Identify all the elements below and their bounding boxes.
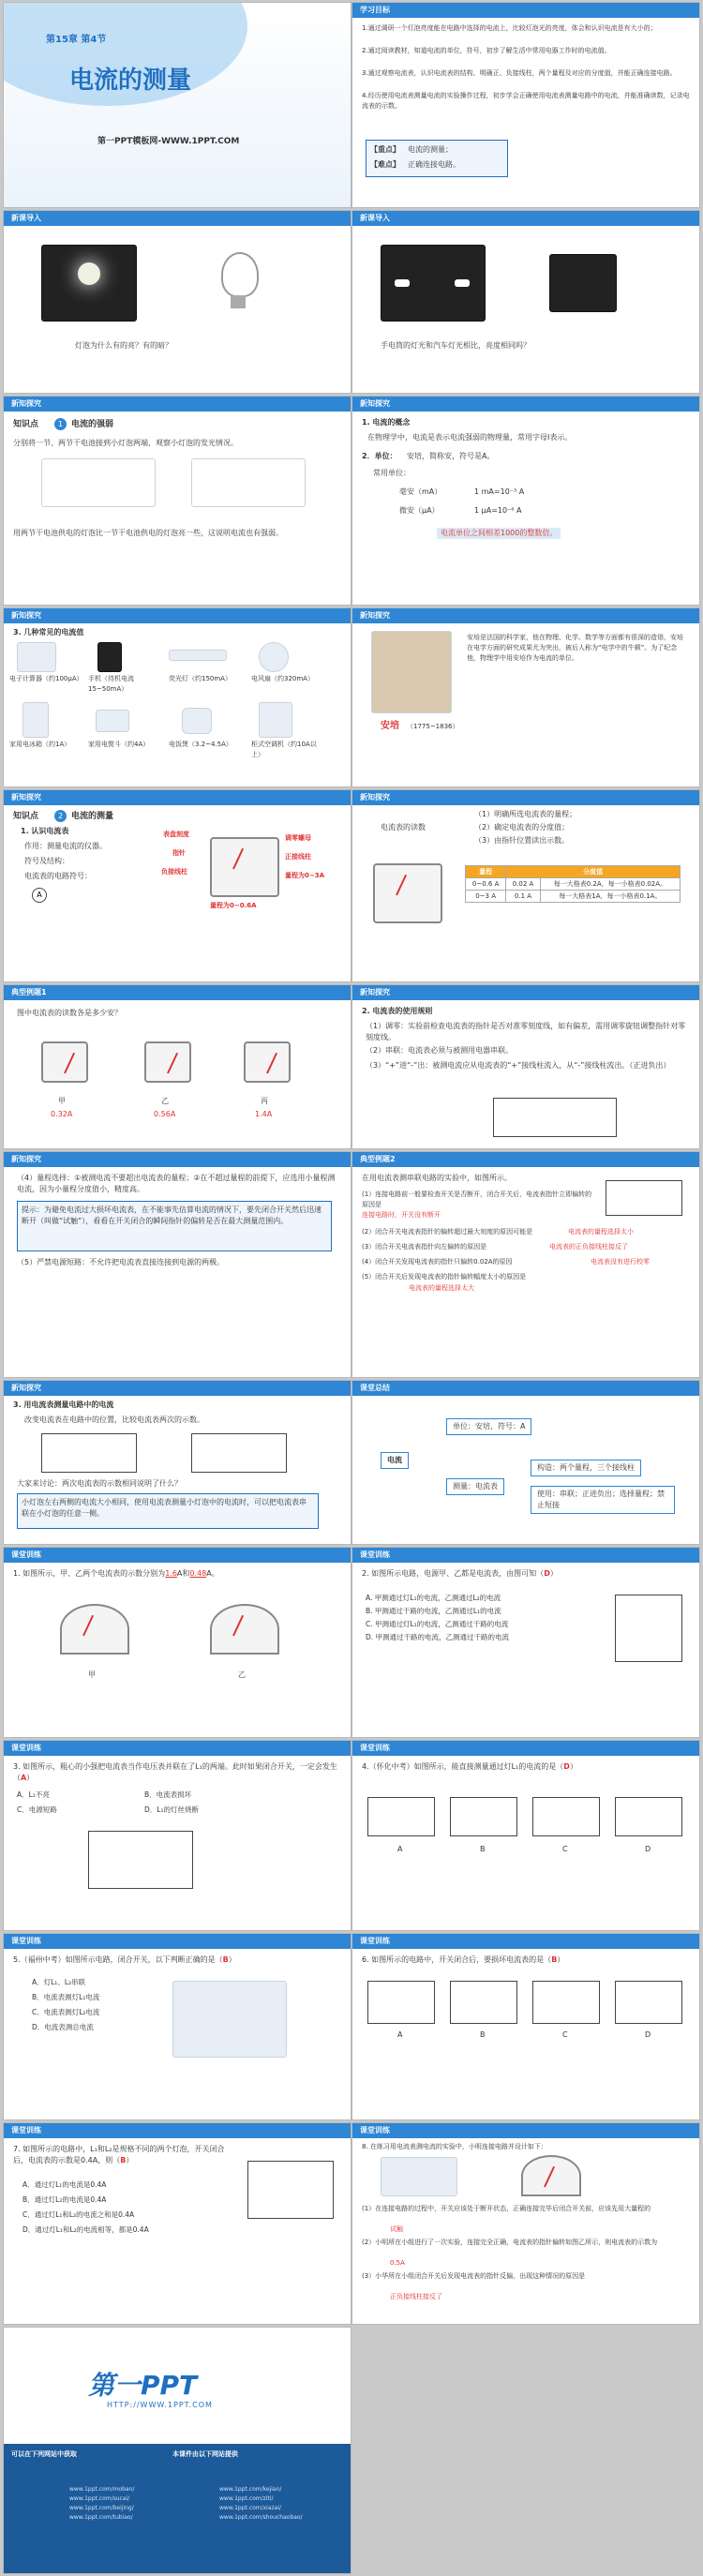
ampere-name: 安培 bbox=[381, 721, 399, 731]
mindmap-root: 电流 bbox=[381, 1452, 409, 1469]
site-label: 第一PPT模板网-WWW.1PPT.COM bbox=[97, 137, 240, 146]
answer-text: 0.5A bbox=[390, 2259, 405, 2267]
intro-caption: 灯泡为什么有的亮？有的暗？ bbox=[75, 341, 172, 350]
sub-question: (2）闭合开关电流表指针的偏转超过最大刻度的原因可能是 bbox=[362, 1228, 533, 1236]
circuit-option-b[interactable] bbox=[450, 1797, 517, 1836]
slide-header: 课堂训练 bbox=[352, 1548, 699, 1563]
table-cell: 每一大格表1A，每一小格表0.1A。 bbox=[540, 891, 680, 903]
sub-question: (4）闭合开关发现电流表的指针只偏转0.02A的原因 bbox=[362, 1258, 513, 1266]
tip-text: 提示：为避免电流过大损坏电流表，在不能事先估算电流的情况下，要先闭合开关然后迅速断开（叫做“试触”），看看在开关闭合的瞬间指针的偏转是否在最大测量范围内。 bbox=[22, 1206, 322, 1225]
footer-left-heading: 可以在下列网站中获取 bbox=[11, 2450, 77, 2458]
goal-2: 2.通过阅读教材，知道电流的单位，符号，初步了解生活中常用电器工作时的电流值。 bbox=[362, 47, 611, 54]
footer-right-heading: 本课件由以下网站提供 bbox=[172, 2450, 238, 2458]
slide-current-concept bbox=[352, 396, 700, 606]
range-table bbox=[465, 865, 681, 903]
slide-header: 课堂训练 bbox=[352, 1741, 699, 1756]
option-d[interactable]: D．电流表测总电流 bbox=[32, 2023, 94, 2031]
slide-exercise-3 bbox=[3, 1740, 352, 1931]
question-text: 1. 如图所示，甲、乙两个电流表的示数分别为1.6A和0.48A。 bbox=[13, 1569, 219, 1578]
meter-label: 丙 bbox=[261, 1097, 268, 1105]
circuit-right bbox=[191, 1433, 287, 1473]
body-text: 用两节干电池供电的灯泡比一节干电池供电的灯泡亮一些，这说明电流也有强弱。 bbox=[13, 529, 283, 537]
reading-label: 电流表的读数 bbox=[381, 823, 426, 831]
slide-header: 课堂训练 bbox=[4, 1741, 351, 1756]
footer-logo: 第一PPT bbox=[88, 2370, 198, 2401]
option-label: D bbox=[645, 2030, 651, 2039]
slide-example-1 bbox=[3, 984, 352, 1149]
sub-question: (5）闭合开关后发现电流表的指针偏转幅度太小的原因是 bbox=[362, 1273, 527, 1281]
answer-text: 1.6 bbox=[165, 1569, 177, 1578]
footer-link[interactable]: www.1ppt.com/beijing/ bbox=[69, 2505, 134, 2511]
slide-header: 新课导入 bbox=[4, 211, 351, 226]
body-text: 改变电流表在电路中的位置，比较电流表两次的示数。 bbox=[24, 1415, 204, 1424]
slide-header: 典型例题1 bbox=[4, 985, 351, 1000]
option-a[interactable]: A．L₁不亮 bbox=[17, 1790, 50, 1799]
ampere-portrait bbox=[371, 631, 452, 713]
body-text: 电流表的电路符号： bbox=[24, 872, 92, 880]
answer-text: 电流表的量程选择太小 bbox=[568, 1228, 634, 1236]
slide-summary bbox=[352, 1380, 700, 1545]
slide-header: 新知探究 bbox=[352, 397, 699, 412]
part-label: 负接线柱 bbox=[161, 868, 187, 876]
slide-header: 课堂训练 bbox=[4, 2123, 351, 2138]
answer-box bbox=[17, 1493, 319, 1529]
knowledge-topic: 电流的测量 bbox=[71, 812, 114, 821]
footer-link[interactable]: www.1ppt.com/sucai/ bbox=[69, 2495, 130, 2502]
section-heading: 3. 几种常见的电流值 bbox=[13, 628, 84, 637]
option-label: C bbox=[562, 2030, 568, 2039]
option-c[interactable]: C．电流表测灯L₂电流 bbox=[32, 2008, 100, 2016]
circuit-left bbox=[41, 1433, 137, 1473]
mindmap-node: 单位：安培，符号：A bbox=[446, 1418, 531, 1435]
slide-current-strength bbox=[3, 396, 352, 606]
device-label: 家用电冰箱（约1A） bbox=[9, 741, 71, 748]
lamp-photo bbox=[41, 245, 137, 322]
answer-text: 电流表的正负接线柱接反了 bbox=[549, 1243, 628, 1251]
body-text: 在物理学中，电流是表示电流强弱的物理量，常用字母I表示。 bbox=[367, 433, 573, 442]
slide-header: 新知探究 bbox=[352, 985, 699, 1000]
slide-ammeter-intro bbox=[3, 789, 352, 982]
slide-header: 课堂总结 bbox=[352, 1381, 699, 1396]
ampere-text: 安培是法国的科学家，他在物理、化学、数学等方面都有很深的造诣，安培在电学方面的研究成果尤为突出，被后人称为“电学中的牛顿”。为了纪念他，物理学中用安培作为电流的单位。 bbox=[467, 634, 683, 662]
question-text: 2. 如图所示电路，电源甲、乙都是电流表，由图可知（D） bbox=[362, 1569, 558, 1578]
headlight-icon bbox=[395, 279, 410, 287]
answer-text: D bbox=[544, 1569, 550, 1578]
footer-link[interactable]: www.1ppt.com/shouchaobao/ bbox=[219, 2514, 303, 2521]
sub-question: (2）小明所在小组进行了一次实验，连接完全正确，电流表的指针偏转如图乙所示，则电流表的示数为 bbox=[362, 2239, 658, 2246]
knowledge-label: 知识点 bbox=[13, 812, 39, 821]
page-title: 电流的测量 bbox=[69, 67, 192, 95]
slide-header: 课堂训练 bbox=[4, 1548, 351, 1563]
slide-header: 新课导入 bbox=[352, 211, 699, 226]
slide-header: 课堂训练 bbox=[352, 1934, 699, 1949]
question-text: 3. 如图所示，粗心的小强把电流表当作电压表并联在了L₁的两端。此时如果闭合开关，一定会发生（A） bbox=[13, 1762, 337, 1782]
circuit-option-c[interactable] bbox=[532, 1797, 600, 1836]
key-points-box bbox=[366, 140, 508, 177]
slide-header: 新知探究 bbox=[4, 790, 351, 805]
slide-intro-1 bbox=[3, 210, 352, 394]
bulb-image bbox=[210, 245, 266, 320]
ammeter-diagram bbox=[210, 837, 279, 897]
answer-text: 0.56A bbox=[154, 1110, 176, 1118]
part-label: 表盘刻度 bbox=[163, 831, 189, 838]
slide-header: 新知探究 bbox=[352, 608, 699, 623]
sub-question: (1）连接电路前一般要检查开关是否断开，闭合开关后，电流表指针立即偏转的原因是 bbox=[362, 1191, 592, 1208]
reading-step: （2）确定电流表的分度值； bbox=[474, 823, 570, 831]
question-text: 7. 如图所示的电路中，L₁和L₂是规格不同的两个灯泡，开关闭合后，电流表的示数是0.4A，则（B） bbox=[13, 2145, 225, 2164]
slide-exercise-2 bbox=[352, 1547, 700, 1738]
dial-yi bbox=[210, 1604, 279, 1655]
rule-text: （2）串联：电流表必须与被测用电器串联。 bbox=[366, 1046, 514, 1055]
answer-text: D bbox=[563, 1762, 570, 1771]
fridge-image bbox=[22, 702, 49, 738]
sub-question: (1）在连接电路的过程中，开关应该处于断开状态，正确连接完毕后闭合开关前，应该先用大量程的 bbox=[362, 2205, 651, 2212]
answer-text: B bbox=[120, 2156, 127, 2164]
key-label: 【重点】 bbox=[370, 145, 400, 154]
table-cell: 0~3 A bbox=[466, 891, 506, 903]
slide-ammeter-rules-2 bbox=[3, 1151, 352, 1378]
meter-label: 甲 bbox=[88, 1670, 96, 1679]
body-text: 分别将一节、两节干电池接到小灯泡两端，观察小灯泡的发光情况。 bbox=[13, 439, 238, 447]
footer-link-list bbox=[219, 2485, 303, 2523]
goal-1: 1.通过调研一个灯泡亮度能在电路中选择的电流上，比较灯泡光的亮度，体会和认识电流是有大小的； bbox=[362, 24, 657, 32]
knowledge-topic: 电流的强弱 bbox=[71, 420, 114, 429]
slide-header: 课堂训练 bbox=[4, 1934, 351, 1949]
knowledge-num-badge: 2 bbox=[54, 810, 67, 822]
option-d[interactable]: D．通过灯L₁和L₂的电流相等，都是0.4A bbox=[22, 2225, 149, 2234]
body-text: 符号及结构： bbox=[24, 857, 69, 865]
footer-link[interactable]: www.1ppt.com/ziti/ bbox=[219, 2495, 274, 2502]
option-label: A bbox=[397, 1845, 403, 1853]
circuit-two-battery bbox=[191, 458, 306, 507]
slide-example-2 bbox=[352, 1151, 700, 1378]
rule-text: （4）量程选择：①被测电流不要超出电流表的量程；②在不超过量程的前提下，应选用小量程测电流，因为小量程分度值小，精度高。 bbox=[17, 1174, 336, 1193]
dial-image bbox=[521, 2155, 581, 2196]
circuit-option-b[interactable] bbox=[450, 1981, 517, 2024]
ammeter-photo bbox=[373, 863, 442, 923]
ampere-years: （1775~1836） bbox=[407, 723, 459, 730]
answer-text: B bbox=[222, 1955, 229, 1964]
slide-ampere bbox=[352, 607, 700, 787]
answer-text: 连接电路时，开关没有断开 bbox=[362, 1211, 441, 1219]
device-label: 柜式空调机（约10A以上） bbox=[251, 741, 317, 758]
question-text: 在用电流表测串联电路的实验中，如图所示。 bbox=[362, 1174, 512, 1182]
slide-header: 典型例题2 bbox=[352, 1152, 699, 1167]
unit-name: 微安（μA） bbox=[399, 506, 440, 515]
answer-text: 试触 bbox=[390, 2225, 403, 2233]
part-label: 指针 bbox=[172, 849, 186, 857]
circuit-diagram bbox=[615, 1595, 682, 1662]
option-label: B bbox=[480, 1845, 486, 1853]
slide-footer bbox=[3, 2327, 352, 2574]
question-text: 4.（怀化中考）如图所示，能直接测量通过灯L₁的电流的是（D） bbox=[362, 1762, 577, 1771]
option-label: D bbox=[645, 1845, 651, 1853]
table-header: 分度值 bbox=[506, 866, 681, 878]
circuit-diagram bbox=[493, 1098, 617, 1137]
discussion-question: 大家来讨论：两次电流表的示数相同说明了什么？ bbox=[17, 1479, 182, 1488]
part-label: 量程为0~3A bbox=[285, 872, 325, 879]
table-header: 量程 bbox=[466, 866, 506, 878]
slide-goals bbox=[352, 2, 700, 208]
part-label: 调零螺母 bbox=[285, 834, 311, 842]
answer-text: 电流表没有进行校零 bbox=[591, 1258, 650, 1266]
option-c[interactable]: C．通过灯L₁和L₂的电流之和是0.4A bbox=[22, 2210, 135, 2219]
slide-header: 新知探究 bbox=[4, 1381, 351, 1396]
section-heading: 2. 电流表的使用规则 bbox=[362, 1007, 433, 1015]
diff-text: 正确连接电路。 bbox=[408, 160, 460, 169]
device-label: 电饭煲（3.2~4.5A） bbox=[169, 741, 232, 748]
slide-measure-current bbox=[3, 1380, 352, 1545]
option-a[interactable]: A．通过灯L₁的电流是0.4A bbox=[22, 2180, 107, 2189]
device-label: 家用电熨斗（约4A） bbox=[88, 741, 150, 748]
answer-text: A bbox=[21, 1774, 27, 1782]
slide-common-currents bbox=[3, 607, 352, 787]
unit-value: 1 mA=10⁻³ A bbox=[474, 487, 525, 496]
circuit-option-c[interactable] bbox=[532, 1981, 600, 2024]
option-label: A bbox=[397, 2030, 403, 2039]
diff-label: 【难点】 bbox=[370, 160, 400, 169]
device-label: 电子计算器（约100μA） bbox=[9, 675, 83, 682]
bulb-base-icon bbox=[231, 295, 246, 308]
goal-3: 3.通过观察电流表，认识电流表的结构、明确正、负接线柱，两个量程及对应的分度值，并能正确连接电路。 bbox=[362, 69, 677, 77]
circuit-diagram bbox=[88, 1831, 193, 1889]
table-cell: 0~0.6 A bbox=[466, 878, 506, 891]
question-text: 5.（福州中考）如图所示电路，闭合开关，以下判断正确的是（B） bbox=[13, 1955, 236, 1964]
footer-link-list bbox=[69, 2485, 134, 2523]
mindmap-node: 使用：串联；正进负出；选择量程；禁止短接 bbox=[531, 1486, 675, 1514]
rule-text: （1）调零：实验前检查电流表的指针是否对准零刻度线，如有偏差，需用调零旋钮调整指针对零刻度线。 bbox=[366, 1022, 686, 1041]
section-heading: 1. 认识电流表 bbox=[21, 827, 69, 835]
phone-image bbox=[97, 642, 122, 672]
meter-label: 甲 bbox=[58, 1097, 66, 1105]
answer-text: 0.32A bbox=[51, 1110, 73, 1118]
section-heading: 1. 电流的概念 bbox=[362, 418, 411, 427]
answer-text: 小灯泡左右两侧的电流大小相同，使用电流表测量小灯泡中的电流时，可以把电流表串联在小灯泡的任意一侧。 bbox=[22, 1498, 307, 1518]
meter-label: 乙 bbox=[238, 1670, 246, 1679]
option-b[interactable]: B．通过灯L₂的电流是0.4A bbox=[22, 2195, 107, 2204]
glow-icon bbox=[78, 262, 100, 285]
table-cell: 每一大格表0.2A，每一小格表0.02A。 bbox=[540, 878, 680, 891]
slide-ammeter-reading bbox=[352, 789, 700, 982]
option-c[interactable]: C．电源短路 bbox=[17, 1805, 57, 1814]
reading-step: （3）由指针位置读出示数。 bbox=[474, 836, 570, 845]
slide-intro-2 bbox=[352, 210, 700, 394]
body-text: 作用：测量电流的仪器。 bbox=[24, 842, 107, 850]
option-b[interactable]: B. 甲测通过干路的电流，乙测通过L₁的电流 bbox=[366, 1607, 501, 1615]
option-b[interactable]: B．电流表测灯L₁电流 bbox=[32, 1993, 100, 2001]
goal-4: 4.经历使用电流表测量电流的实验操作过程，初步学会正确使用电流表测量电路中的电流，并能准确读数，记录电流表的示数。 bbox=[362, 92, 690, 110]
tip-box bbox=[17, 1201, 332, 1251]
option-c[interactable]: C. 甲测通过灯L₁的电流，乙测通过干路的电流 bbox=[366, 1620, 509, 1628]
circuit-option-d[interactable] bbox=[615, 1797, 682, 1836]
unit-value: 1 μA=10⁻⁶ A bbox=[474, 506, 522, 515]
rule-text: （5）严禁电源短路：不允许把电流表直接连接到电源的两极。 bbox=[17, 1258, 225, 1266]
knowledge-label: 知识点 bbox=[13, 420, 39, 429]
footer-url[interactable]: HTTP://WWW.1PPT.COM bbox=[107, 2401, 213, 2409]
key-text: 电流的测量； bbox=[408, 145, 453, 154]
footer-link[interactable]: www.1ppt.com/kejian/ bbox=[219, 2486, 282, 2493]
part-label: 正接线柱 bbox=[285, 853, 311, 861]
answer-text: 1.4A bbox=[255, 1110, 273, 1118]
unit-note: 电流单位之间相差1000的整数倍。 bbox=[437, 528, 561, 539]
circuit-photo bbox=[172, 1981, 287, 2058]
reading-step: （1）明确所选电流表的量程； bbox=[474, 810, 577, 818]
option-d[interactable]: D．L₁的灯丝烧断 bbox=[144, 1805, 199, 1814]
circuit-one-battery bbox=[41, 458, 156, 507]
question-text: 图中电流表的读数各是多少安？ bbox=[17, 1009, 122, 1017]
circuit-diagram bbox=[247, 2161, 334, 2219]
knowledge-num-badge: 1 bbox=[54, 418, 67, 430]
slide-header: 新知探究 bbox=[4, 608, 351, 623]
lamp-tube-image bbox=[169, 650, 227, 661]
slide-exercise-1 bbox=[3, 1547, 352, 1738]
answer-text: 0.48 bbox=[189, 1569, 207, 1578]
option-a[interactable]: A．灯L₁、L₂串联 bbox=[32, 1978, 86, 1986]
dial-jia bbox=[60, 1604, 129, 1655]
option-a[interactable]: A. 甲测通过灯L₁的电流，乙测通过L₂的电流 bbox=[366, 1594, 501, 1602]
rice-cooker-image bbox=[182, 708, 212, 734]
option-b[interactable]: B．电流表损坏 bbox=[144, 1790, 192, 1799]
option-label: C bbox=[562, 1845, 568, 1853]
slide-header: 新知探究 bbox=[4, 397, 351, 412]
headlight-icon bbox=[455, 279, 470, 287]
body-text: 常用单位： bbox=[373, 469, 411, 477]
flashlight-photo bbox=[549, 254, 617, 312]
circuit-option-d[interactable] bbox=[615, 1981, 682, 2024]
part-label: 量程为0~0.6A bbox=[210, 902, 257, 909]
slide-header: 新知探究 bbox=[352, 790, 699, 805]
circuit-photo bbox=[381, 2157, 457, 2196]
car-photo bbox=[381, 245, 486, 322]
section-heading: 2．单位： bbox=[362, 452, 397, 460]
mindmap-node: 构造：两个量程，三个接线柱 bbox=[531, 1460, 641, 1476]
slide-exercise-7 bbox=[3, 2122, 352, 2325]
slide-exercise-6 bbox=[352, 1933, 700, 2120]
sub-question: (3）小华所在小组闭合开关后发现电流表的指针反偏，出现这种情况的原因是 bbox=[362, 2272, 586, 2280]
table-cell: 0.1 A bbox=[506, 891, 540, 903]
fan-image bbox=[259, 642, 289, 672]
ammeter-jia bbox=[41, 1041, 88, 1083]
slide-header: 课堂训练 bbox=[352, 2123, 699, 2138]
ammeter-yi bbox=[144, 1041, 191, 1083]
circuit-option-a[interactable] bbox=[367, 1981, 435, 2024]
question-text: 6. 如图所示的电路中，开关闭合后，要损坏电流表的是（B） bbox=[362, 1955, 565, 1964]
table-cell: 0.02 A bbox=[506, 878, 540, 891]
iron-image bbox=[96, 710, 129, 732]
answer-text: B bbox=[551, 1955, 558, 1964]
slide-header: 新知探究 bbox=[4, 1152, 351, 1167]
table-row bbox=[466, 891, 681, 903]
slide-exercise-5 bbox=[3, 1933, 352, 2120]
ammeter-bing bbox=[244, 1041, 291, 1083]
footer-link[interactable]: www.1ppt.com/tubiao/ bbox=[69, 2514, 133, 2521]
circuit-option-a[interactable] bbox=[367, 1797, 435, 1836]
calculator-image bbox=[17, 642, 56, 672]
slide-ammeter-rules bbox=[352, 984, 700, 1149]
section-heading: 3. 用电流表测量电路中的电流 bbox=[13, 1400, 114, 1409]
device-label: 荧光灯（约150mA） bbox=[169, 675, 232, 682]
unit-name: 毫安（mA） bbox=[399, 487, 442, 496]
question-text: 8. 在练习用电流表测电流的实验中，小明连接电路并设计如下： bbox=[362, 2143, 547, 2150]
slide-header: 学习目标 bbox=[352, 3, 699, 18]
device-label: 电风扇（约320mA） bbox=[251, 675, 314, 682]
option-label: B bbox=[480, 2030, 486, 2039]
body-text: 安培，简称安，符号是A。 bbox=[407, 452, 495, 460]
rule-text: （3）“+”进“-”出：被测电流应从电流表的“+”接线柱流入，从“-”接线柱流出。（正进负出） bbox=[366, 1061, 671, 1070]
ammeter-symbol-icon: A bbox=[32, 888, 47, 903]
intro-caption: 手电筒的灯光和汽车灯光相比，亮度相同吗？ bbox=[381, 341, 531, 350]
footer-link[interactable]: www.1ppt.com/xiazai/ bbox=[219, 2505, 282, 2511]
slide-exercise-8 bbox=[352, 2122, 700, 2325]
circuit-diagram bbox=[606, 1180, 682, 1216]
device-label: 手机（待机电流15~50mA） bbox=[88, 675, 134, 693]
bulb-icon bbox=[221, 252, 259, 297]
option-d[interactable]: D. 甲测通过干路的电流，乙测通过干路的电流 bbox=[366, 1633, 510, 1641]
footer-link[interactable]: www.1ppt.com/moban/ bbox=[69, 2486, 135, 2493]
slide-title bbox=[3, 2, 352, 208]
sub-question: (3）闭合开关电流表指针向左偏转的原因是 bbox=[362, 1243, 487, 1251]
table-row bbox=[466, 878, 681, 891]
ac-image bbox=[259, 702, 292, 738]
answer-text: 电流表的量程选择太大 bbox=[409, 1284, 474, 1292]
slide-exercise-4 bbox=[352, 1740, 700, 1931]
meter-label: 乙 bbox=[161, 1097, 169, 1105]
chapter-label: 第15章 第4节 bbox=[46, 35, 107, 45]
mindmap-node: 测量：电流表 bbox=[446, 1478, 504, 1495]
answer-text: 正负接线柱接反了 bbox=[390, 2293, 442, 2300]
footer-panel bbox=[4, 2444, 352, 2574]
